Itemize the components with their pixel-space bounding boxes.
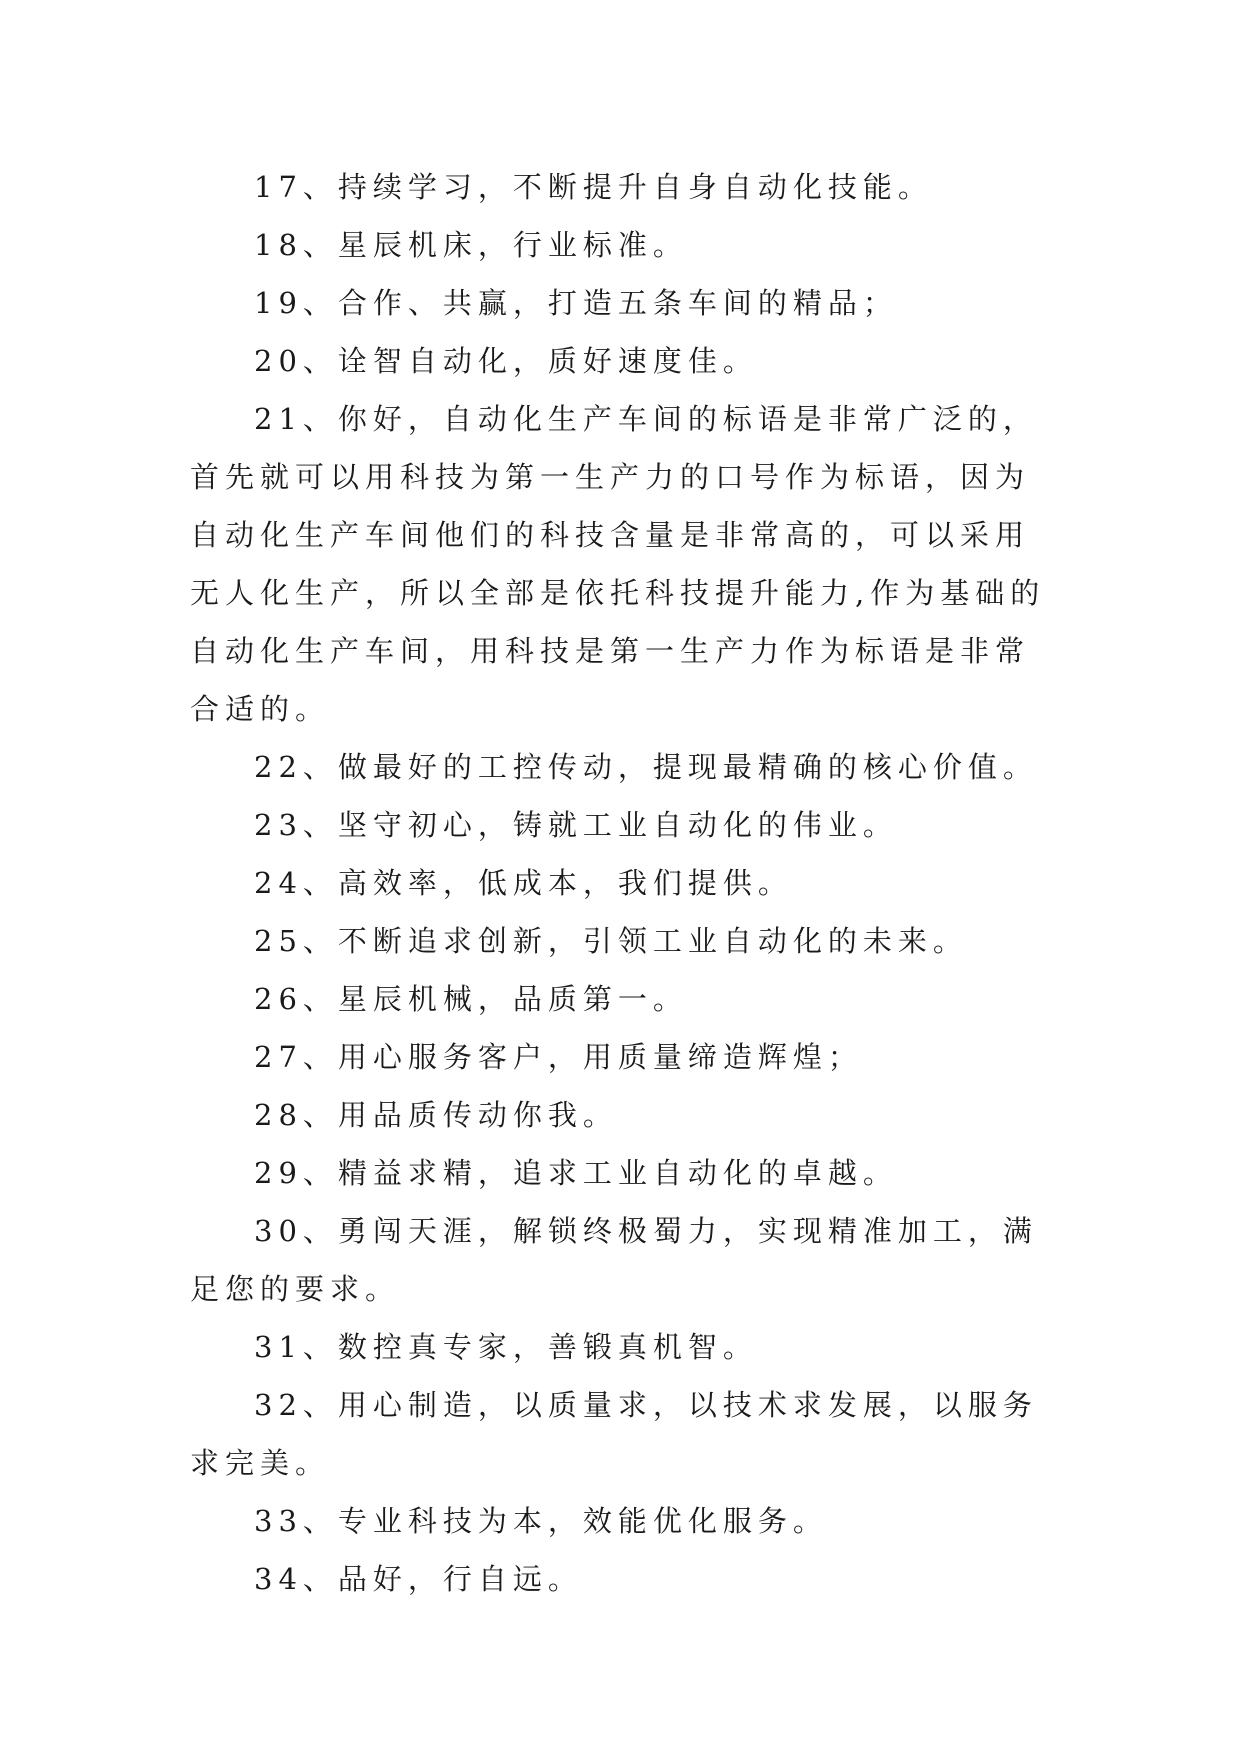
paragraph-26: 26、星辰机械，品质第一。 [254, 982, 688, 1016]
paragraph-30: 30、勇闯天涯，解锁终极蜀力，实现精准加工，满足您的要求。 [190, 1214, 1038, 1306]
paragraph-23: 23、坚守初心，铸就工业自动化的伟业。 [254, 808, 898, 842]
paragraph-17: 17、持续学习，不断提升自身自动化技能。 [254, 170, 933, 204]
paragraph-24: 24、高效率，低成本，我们提供。 [254, 866, 793, 900]
paragraph-18: 18、星辰机床，行业标准。 [254, 228, 688, 262]
document-page [190, 158, 1060, 1608]
paragraph-32: 32、用心制造，以质量求，以技术求发展，以服务求完美。 [190, 1388, 1038, 1480]
paragraph-34: 34、品好，行自远。 [254, 1562, 583, 1596]
paragraph-21: 21、你好，自动化生产车间的标语是非常广泛的，首先就可以用科技为第一生产力的口号作为标语，因为自动化生产车间他们的科技含量是非常高的，可以采用无人化生产，所以全部是依托科技提升能力,作为基础的自动化生产车间，用科技是第一生产力作为标语是非常合适的。 [190, 402, 1046, 726]
paragraph-31: 31、数控真专家，善锻真机智。 [254, 1330, 758, 1364]
paragraph-29: 29、精益求精，追求工业自动化的卓越。 [254, 1156, 898, 1190]
paragraph-20: 20、诠智自动化，质好速度佳。 [254, 344, 758, 378]
paragraph-27: 27、用心服务客户，用质量缔造辉煌； [254, 1040, 863, 1074]
paragraph-22: 22、做最好的工控传动，提现最精确的核心价值。 [254, 750, 1038, 784]
paragraph-28: 28、用品质传动你我。 [254, 1098, 618, 1132]
paragraph-19: 19、合作、共赢，打造五条车间的精品； [254, 286, 898, 320]
paragraph-33: 33、专业科技为本，效能优化服务。 [254, 1504, 828, 1538]
paragraph-25: 25、不断追求创新，引领工业自动化的未来。 [254, 924, 968, 958]
